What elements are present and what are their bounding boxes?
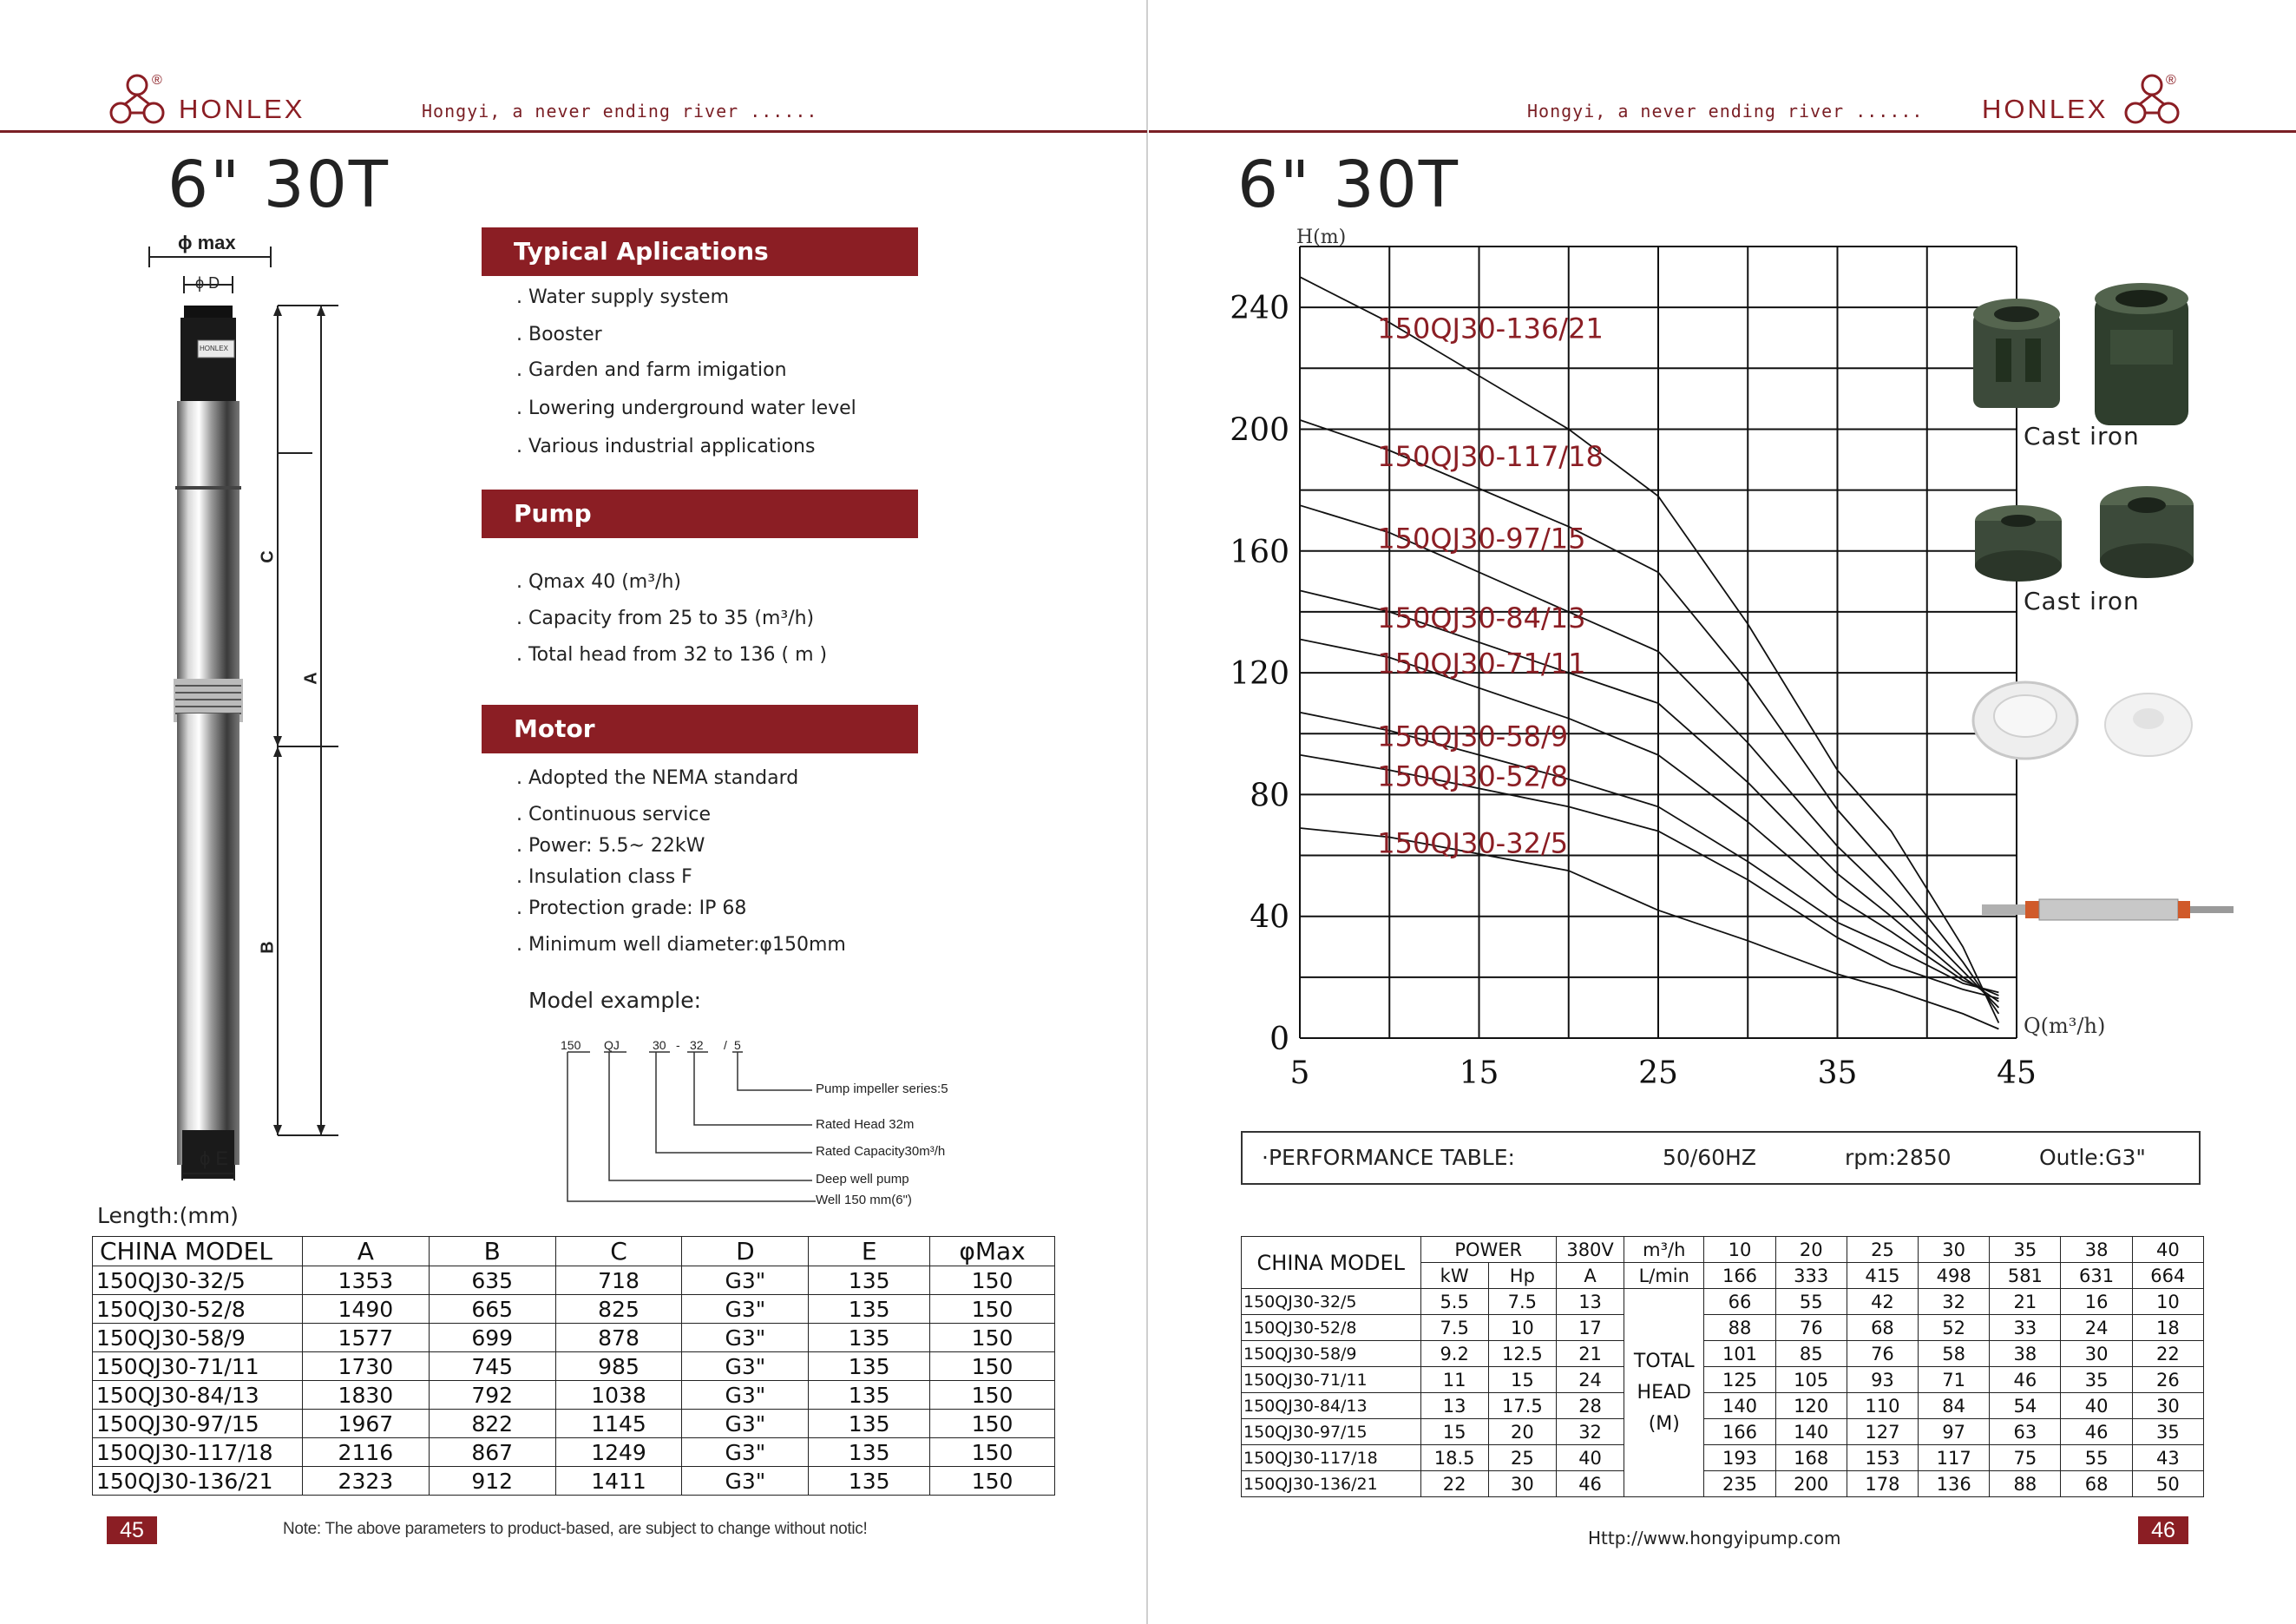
cell-amp: 28: [1556, 1393, 1624, 1419]
tagline: Hongyi, a never ending river ......: [1527, 101, 1924, 122]
total-head-line-3: (M): [1648, 1412, 1680, 1435]
cell-head: 93: [1847, 1367, 1918, 1393]
cell-model: 150QJ30-84/13: [1242, 1393, 1421, 1419]
cell-model: 150QJ30-32/5: [1242, 1289, 1421, 1315]
header-power: POWER: [1420, 1237, 1556, 1263]
cell-head: 97: [1919, 1419, 1990, 1445]
cell-model: 150QJ30-136/21: [1242, 1471, 1421, 1497]
cell-amp: 46: [1556, 1471, 1624, 1497]
y-axis-label: H(m): [1296, 227, 1347, 248]
cell-head: 166: [1704, 1419, 1775, 1445]
dim-label-phi-e: ϕ E: [200, 1147, 229, 1169]
flow-lmin-cell: 166: [1704, 1263, 1775, 1289]
length-label: Length:(mm): [97, 1203, 239, 1228]
page-title: 6" 30T: [1237, 148, 1460, 222]
curve-line: [1300, 420, 1998, 1014]
cell-kw: 7.5: [1420, 1315, 1488, 1341]
header-hp: Hp: [1488, 1263, 1556, 1289]
cell-kw: 15: [1420, 1419, 1488, 1445]
cell-d: G3": [682, 1467, 809, 1496]
curve-label: 150QJ30-117/18: [1377, 440, 1604, 474]
list-item: . Total head from 32 to 136 ( m ): [516, 644, 828, 666]
curve-line: [1300, 640, 1998, 996]
cell-head: 76: [1775, 1315, 1847, 1341]
cell-head: 33: [1990, 1315, 2061, 1341]
model-code-series: 5: [734, 1038, 741, 1052]
cell-phi-max: 150: [930, 1467, 1055, 1496]
header-flow-m3h: m³/h: [1624, 1237, 1704, 1263]
header-model: CHINA MODEL: [1242, 1237, 1421, 1289]
cell-c: 1145: [555, 1410, 682, 1438]
table-row: [93, 1381, 1055, 1410]
table-row: [93, 1352, 1055, 1381]
cell-head: 10: [2132, 1289, 2203, 1315]
model-code-head: 32: [690, 1038, 704, 1052]
cell-head: 21: [1990, 1289, 2061, 1315]
section-header-pump: Pump: [482, 490, 918, 538]
cell-head: 46: [2061, 1419, 2132, 1445]
cell-head: 117: [1919, 1445, 1990, 1471]
flow-lmin-cell: 333: [1775, 1263, 1847, 1289]
honlex-logo-icon: [2121, 69, 2194, 128]
curve-label: 150QJ30-32/5: [1377, 826, 1569, 860]
cell-model: 150QJ30-97/15: [93, 1410, 303, 1438]
header-model: CHINA MODEL: [93, 1237, 303, 1266]
y-tick-label: 80: [1250, 778, 1289, 814]
table-row: [93, 1266, 1055, 1295]
perf-rpm: rpm:2850: [1845, 1145, 1952, 1170]
dim-label-b: B: [258, 941, 278, 954]
cell-e: 135: [809, 1410, 930, 1438]
cell-hp: 30: [1488, 1471, 1556, 1497]
cell-kw: 11: [1420, 1367, 1488, 1393]
brand-name: HONLEX: [1982, 94, 2109, 124]
cell-head: 46: [1990, 1367, 2061, 1393]
table-row: [93, 1295, 1055, 1324]
cell-head: 55: [1775, 1289, 1847, 1315]
cell-phi-max: 150: [930, 1438, 1055, 1467]
list-item: . Qmax 40 (m³/h): [516, 571, 681, 593]
list-item: . Minimum well diameter:φ150mm: [516, 934, 846, 956]
cell-head: 178: [1847, 1471, 1918, 1497]
cell-hp: 7.5: [1488, 1289, 1556, 1315]
model-code-well: 150: [561, 1038, 581, 1052]
flow-m3h-cell: 35: [1990, 1237, 2061, 1263]
cell-a: 1830: [302, 1381, 429, 1410]
cell-head: 110: [1847, 1393, 1918, 1419]
cell-a: 2323: [302, 1467, 429, 1496]
cell-head: 42: [1847, 1289, 1918, 1315]
shaft-part: [1982, 899, 2234, 920]
cell-phi-max: 150: [930, 1381, 1055, 1410]
flow-lmin-cell: 415: [1847, 1263, 1918, 1289]
dim-label-c: C: [258, 550, 278, 563]
cell-amp: 17: [1556, 1315, 1624, 1341]
cell-e: 135: [809, 1438, 930, 1467]
header-phi-max: φMax: [930, 1237, 1055, 1266]
right-page: [1149, 0, 2296, 1624]
model-code-type: QJ: [604, 1038, 620, 1052]
cell-head: 22: [2132, 1341, 2203, 1367]
cell-head: 24: [2061, 1315, 2132, 1341]
tagline: Hongyi, a never ending river ......: [422, 101, 818, 122]
cell-model: 150QJ30-52/8: [1242, 1315, 1421, 1341]
part-label-cast-iron-1: Cast iron: [2024, 422, 2140, 450]
cell-d: G3": [682, 1266, 809, 1295]
cell-model: 150QJ30-97/15: [1242, 1419, 1421, 1445]
cell-b: 699: [429, 1324, 555, 1352]
cell-head: 18: [2132, 1315, 2203, 1341]
cell-a: 1353: [302, 1266, 429, 1295]
flow-m3h-cell: 40: [2132, 1237, 2203, 1263]
cell-head: 30: [2132, 1393, 2203, 1419]
cell-hp: 17.5: [1488, 1393, 1556, 1419]
model-code-capacity: 30: [653, 1038, 666, 1052]
cell-c: 985: [555, 1352, 682, 1381]
y-tick-label: 200: [1230, 412, 1289, 449]
header-b: B: [429, 1237, 555, 1266]
cell-head: 84: [1919, 1393, 1990, 1419]
table-row: [1242, 1471, 2204, 1497]
cell-head: 140: [1704, 1393, 1775, 1419]
cell-kw: 13: [1420, 1393, 1488, 1419]
curve-label: 150QJ30-52/8: [1377, 759, 1569, 793]
table-row: [1242, 1393, 2204, 1419]
y-tick-label: 160: [1230, 534, 1289, 570]
cell-hp: 20: [1488, 1419, 1556, 1445]
cell-head: 140: [1775, 1419, 1847, 1445]
cell-e: 135: [809, 1467, 930, 1496]
x-tick-label: 35: [1817, 1055, 1858, 1091]
header-a: A: [302, 1237, 429, 1266]
header-d: D: [682, 1237, 809, 1266]
cell-head: 68: [1847, 1315, 1918, 1341]
curve-label: 150QJ30-71/11: [1377, 647, 1586, 681]
table-header-row: [1242, 1237, 2204, 1263]
total-head-label: [1624, 1289, 1704, 1497]
cell-head: 125: [1704, 1367, 1775, 1393]
curve-label: 150QJ30-97/15: [1377, 522, 1586, 556]
cell-head: 200: [1775, 1471, 1847, 1497]
cell-head: 68: [2061, 1471, 2132, 1497]
header-e: E: [809, 1237, 930, 1266]
cell-b: 792: [429, 1381, 555, 1410]
cell-head: 40: [2061, 1393, 2132, 1419]
header-rule: [0, 130, 1147, 133]
performance-info-bar: [1241, 1131, 2201, 1185]
perf-table-label: ·PERFORMANCE TABLE:: [1262, 1145, 1515, 1170]
model-legend-capacity: Rated Capacity30m³/h: [816, 1144, 946, 1159]
cell-amp: 13: [1556, 1289, 1624, 1315]
curve-label: 150QJ30-136/21: [1377, 312, 1604, 345]
registered-mark: ®: [152, 73, 162, 88]
flow-lmin-cell: 631: [2061, 1263, 2132, 1289]
page-title: 6" 30T: [167, 148, 390, 222]
cell-model: 150QJ30-71/11: [93, 1352, 303, 1381]
cell-amp: 32: [1556, 1419, 1624, 1445]
cell-b: 665: [429, 1295, 555, 1324]
cell-head: 168: [1775, 1445, 1847, 1471]
cell-amp: 24: [1556, 1367, 1624, 1393]
part-label-cast-iron-2: Cast iron: [2024, 587, 2140, 615]
table-header-row: [93, 1237, 1055, 1266]
cell-model: 150QJ30-58/9: [1242, 1341, 1421, 1367]
section-header-motor: Motor: [482, 705, 918, 753]
cell-model: 150QJ30-117/18: [1242, 1445, 1421, 1471]
cell-head: 153: [1847, 1445, 1918, 1471]
cell-e: 135: [809, 1266, 930, 1295]
cast-iron-part-2: [1975, 486, 2194, 582]
cell-e: 135: [809, 1324, 930, 1352]
model-legend-type: Deep well pump: [816, 1172, 909, 1187]
curve-line: [1300, 505, 1998, 1008]
cell-model: 150QJ30-117/18: [93, 1438, 303, 1467]
cell-head: 58: [1919, 1341, 1990, 1367]
cell-model: 150QJ30-136/21: [93, 1467, 303, 1496]
cell-head: 193: [1704, 1445, 1775, 1471]
cell-e: 135: [809, 1295, 930, 1324]
cell-head: 88: [1704, 1315, 1775, 1341]
registered-mark: ®: [2166, 73, 2176, 88]
y-tick-label: 120: [1230, 656, 1289, 693]
cell-c: 718: [555, 1266, 682, 1295]
brand-name: HONLEX: [179, 94, 305, 124]
table-row: [1242, 1445, 2204, 1471]
header-kw: kW: [1420, 1263, 1488, 1289]
list-item: . Water supply system: [516, 286, 730, 308]
page-number-right: 46: [2138, 1516, 2188, 1544]
cell-kw: 9.2: [1420, 1341, 1488, 1367]
table-row: [93, 1467, 1055, 1496]
cell-c: 1249: [555, 1438, 682, 1467]
list-item: . Various industrial applications: [516, 436, 816, 457]
table-row: [93, 1324, 1055, 1352]
cell-head: 16: [2061, 1289, 2132, 1315]
perf-frequency: 50/60HZ: [1663, 1145, 1756, 1170]
cell-phi-max: 150: [930, 1410, 1055, 1438]
cell-a: 1490: [302, 1295, 429, 1324]
page-number-left: 45: [107, 1516, 157, 1544]
cell-c: 1411: [555, 1467, 682, 1496]
cell-b: 822: [429, 1410, 555, 1438]
model-legend-series: Pump impeller series:5: [816, 1082, 948, 1096]
cell-amp: 21: [1556, 1341, 1624, 1367]
header-rule: [1149, 130, 2296, 133]
y-tick-label: 240: [1230, 291, 1289, 327]
x-tick-label: 5: [1289, 1055, 1310, 1091]
cell-head: 66: [1704, 1289, 1775, 1315]
flow-lmin-cell: 581: [1990, 1263, 2061, 1289]
list-item: . Lowering underground water level: [516, 398, 856, 419]
list-item: . Adopted the NEMA standard: [516, 767, 799, 789]
model-example-diagram: [555, 1031, 1007, 1213]
cell-model: 150QJ30-52/8: [93, 1295, 303, 1324]
cell-head: 85: [1775, 1341, 1847, 1367]
flow-m3h-cell: 38: [2061, 1237, 2132, 1263]
cell-d: G3": [682, 1324, 809, 1352]
flow-lmin-cell: 664: [2132, 1263, 2203, 1289]
cell-d: G3": [682, 1410, 809, 1438]
model-separator-slash: /: [724, 1038, 727, 1052]
cell-phi-max: 150: [930, 1324, 1055, 1352]
cell-head: 76: [1847, 1341, 1918, 1367]
list-item: . Capacity from 25 to 35 (m³/h): [516, 608, 815, 629]
table-row: [93, 1410, 1055, 1438]
cell-a: 1967: [302, 1410, 429, 1438]
dim-label-phi-max: ϕ max: [178, 232, 236, 253]
dim-label-phi-d: ϕ D: [195, 274, 220, 292]
parts-illustrations: [1965, 278, 2260, 981]
cell-hp: 15: [1488, 1367, 1556, 1393]
y-tick-label: 0: [1269, 1022, 1289, 1057]
x-tick-label: 45: [1997, 1055, 2037, 1091]
flow-lmin-cell: 498: [1919, 1263, 1990, 1289]
list-item: . Booster: [516, 324, 602, 345]
model-example-title: Model example:: [528, 988, 702, 1013]
cell-head: 52: [1919, 1315, 1990, 1341]
left-page: [0, 0, 1147, 1624]
cell-c: 825: [555, 1295, 682, 1324]
cell-kw: 5.5: [1420, 1289, 1488, 1315]
cell-hp: 25: [1488, 1445, 1556, 1471]
dim-label-a: A: [301, 672, 321, 685]
cell-head: 71: [1919, 1367, 1990, 1393]
cell-model: 150QJ30-32/5: [93, 1266, 303, 1295]
website-url: Http://www.hongyipump.com: [1588, 1528, 1841, 1548]
cell-head: 105: [1775, 1367, 1847, 1393]
total-head-line-2: HEAD: [1637, 1381, 1691, 1404]
cell-b: 867: [429, 1438, 555, 1467]
cell-kw: 22: [1420, 1471, 1488, 1497]
x-axis-label: Q(m³/h): [2024, 1014, 2106, 1038]
model-legend-head: Rated Head 32m: [816, 1117, 915, 1132]
cell-head: 235: [1704, 1471, 1775, 1497]
cell-head: 35: [2061, 1367, 2132, 1393]
curve-label: 150QJ30-84/13: [1377, 601, 1586, 634]
table-row: [1242, 1341, 2204, 1367]
cell-head: 54: [1990, 1393, 2061, 1419]
cell-head: 88: [1990, 1471, 2061, 1497]
cell-head: 55: [2061, 1445, 2132, 1471]
header-c: C: [555, 1237, 682, 1266]
cell-model: 150QJ30-84/13: [93, 1381, 303, 1410]
cell-hp: 10: [1488, 1315, 1556, 1341]
cell-amp: 40: [1556, 1445, 1624, 1471]
cell-a: 2116: [302, 1438, 429, 1467]
cell-head: 63: [1990, 1419, 2061, 1445]
x-tick-label: 15: [1459, 1055, 1499, 1091]
flow-m3h-cell: 10: [1704, 1237, 1775, 1263]
section-header-applications: Typical Aplications: [482, 227, 918, 276]
pump-drawing: [130, 227, 356, 1182]
cell-phi-max: 150: [930, 1266, 1055, 1295]
cell-head: 75: [1990, 1445, 2061, 1471]
cell-head: 38: [1990, 1341, 2061, 1367]
cell-c: 1038: [555, 1381, 682, 1410]
flow-m3h-cell: 20: [1775, 1237, 1847, 1263]
header-amp: A: [1556, 1263, 1624, 1289]
table-row: [1242, 1289, 2204, 1315]
cell-c: 878: [555, 1324, 682, 1352]
footer-note: Note: The above parameters to product-based, are subject to change without notic!: [283, 1520, 868, 1538]
flow-m3h-cell: 30: [1919, 1237, 1990, 1263]
list-item: . Insulation class F: [516, 866, 692, 888]
cell-a: 1577: [302, 1324, 429, 1352]
cell-head: 50: [2132, 1471, 2203, 1497]
cell-e: 135: [809, 1381, 930, 1410]
cell-d: G3": [682, 1352, 809, 1381]
cell-kw: 18.5: [1420, 1445, 1488, 1471]
header-voltage: 380V: [1556, 1237, 1624, 1263]
cell-head: 35: [2132, 1419, 2203, 1445]
total-head-line-1: TOTAL: [1633, 1350, 1695, 1372]
list-item: . Continuous service: [516, 804, 712, 825]
cell-head: 101: [1704, 1341, 1775, 1367]
cell-head: 32: [1919, 1289, 1990, 1315]
cell-a: 1730: [302, 1352, 429, 1381]
cell-model: 150QJ30-58/9: [93, 1324, 303, 1352]
dimension-table: [92, 1236, 1055, 1496]
cell-head: 127: [1847, 1419, 1918, 1445]
cell-b: 912: [429, 1467, 555, 1496]
cell-d: G3": [682, 1438, 809, 1467]
cell-b: 745: [429, 1352, 555, 1381]
perf-outlet: Outle:G3": [2039, 1145, 2146, 1170]
cell-model: 150QJ30-71/11: [1242, 1367, 1421, 1393]
x-tick-label: 25: [1638, 1055, 1678, 1091]
cell-head: 136: [1919, 1471, 1990, 1497]
table-row: [1242, 1367, 2204, 1393]
cell-hp: 12.5: [1488, 1341, 1556, 1367]
curve-label: 150QJ30-58/9: [1377, 720, 1569, 753]
cell-phi-max: 150: [930, 1295, 1055, 1324]
cell-d: G3": [682, 1381, 809, 1410]
table-row: [1242, 1419, 2204, 1445]
honlex-logo-icon: [106, 69, 179, 128]
table-row: [1242, 1315, 2204, 1341]
list-item: . Protection grade: IP 68: [516, 897, 747, 919]
cast-iron-part-1: [1973, 283, 2188, 425]
cell-head: 30: [2061, 1341, 2132, 1367]
header-flow-lmin: L/min: [1624, 1263, 1704, 1289]
flow-m3h-cell: 25: [1847, 1237, 1918, 1263]
model-legend-well: Well 150 mm(6"): [816, 1193, 912, 1207]
y-tick-label: 40: [1250, 899, 1289, 936]
cell-b: 635: [429, 1266, 555, 1295]
impeller-parts: [1973, 682, 2192, 759]
model-separator-dash: -: [676, 1038, 680, 1052]
cell-head: 120: [1775, 1393, 1847, 1419]
list-item: . Garden and farm imigation: [516, 359, 787, 381]
cell-d: G3": [682, 1295, 809, 1324]
cell-e: 135: [809, 1352, 930, 1381]
list-item: . Power: 5.5~ 22kW: [516, 835, 705, 857]
cell-head: 26: [2132, 1367, 2203, 1393]
cell-head: 43: [2132, 1445, 2203, 1471]
pump-badge: HONLEX: [200, 345, 228, 352]
cell-phi-max: 150: [930, 1352, 1055, 1381]
table-row: [93, 1438, 1055, 1467]
performance-table: [1241, 1236, 2204, 1497]
